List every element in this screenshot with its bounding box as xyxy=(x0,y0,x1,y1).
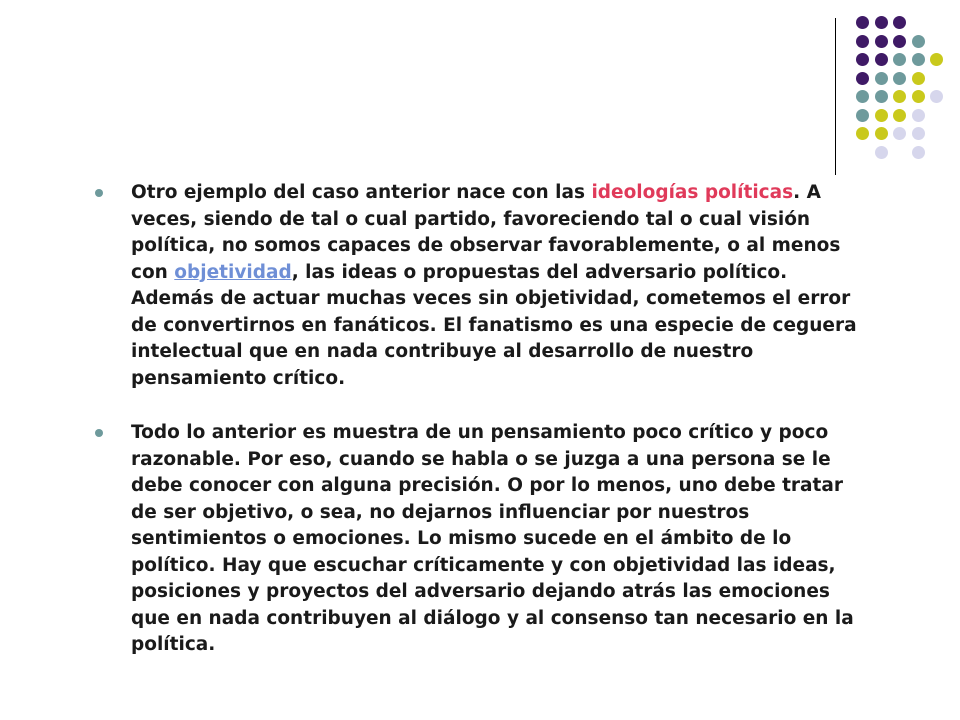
text-segment: Todo lo anterior es muestra de un pensamiento poco crítico y poco razonable. Por eso, cuando se habla o se juzga a una persona se le debe conocer con alguna precisión. O por lo menos, uno debe tratar de ser objetivo, o sea, no dejarnos influenciar por nuestros sentimientos o emociones. Lo mismo sucede en el ámbito de lo político. Hay que escuchar críticamente y con objetividad las ideas, posiciones y proyectos del adversario dejando atrás las emociones que en nada contribuyen al diálogo y al consenso tan necesario en la política. xyxy=(131,422,854,655)
bullet-dot-icon xyxy=(95,189,103,197)
bullet-paragraph-2 xyxy=(131,420,865,659)
decorative-dot xyxy=(875,35,888,48)
text-segment: , las ideas o propuestas del adversario político. Además de actuar muchas veces sin objetividad, cometemos el error de convertirnos en fanáticos. El fanatismo es una especie de ceguera intelectual que en nada contribuye al desarrollo de nuestro pensamiento crítico. xyxy=(131,261,857,389)
decorative-dot xyxy=(875,90,888,103)
decorative-dot xyxy=(856,72,869,85)
decorative-dot xyxy=(856,109,869,122)
decorative-dot xyxy=(856,90,869,103)
objetividad-link[interactable]: objetividad xyxy=(174,261,292,283)
decorative-dot xyxy=(912,146,925,159)
decorative-dot xyxy=(912,53,925,66)
bullet-dot-icon xyxy=(95,429,103,437)
decorative-dot xyxy=(912,90,925,103)
decorative-dot xyxy=(912,127,925,140)
vertical-divider-line xyxy=(835,18,836,175)
decorative-dot xyxy=(893,127,906,140)
text-segment: . A veces, siendo de tal o cual partido, favoreciendo tal o cual visión política, no somos capaces de observar favorablemente, o al menos con xyxy=(131,182,841,283)
decorative-dot xyxy=(856,35,869,48)
decorative-dot xyxy=(893,109,906,122)
decorative-dot xyxy=(875,109,888,122)
decorative-dot-grid xyxy=(0,0,960,160)
decorative-dot xyxy=(893,72,906,85)
decorative-dot xyxy=(912,109,925,122)
decorative-dot xyxy=(875,146,888,159)
highlighted-term: ideologías políticas xyxy=(591,182,794,203)
decorative-dot xyxy=(930,90,943,103)
decorative-dot xyxy=(856,53,869,66)
bullet-item-2 xyxy=(95,420,865,659)
decorative-dot xyxy=(893,16,906,29)
decorative-dot xyxy=(875,53,888,66)
bullet-item-1 xyxy=(95,180,865,392)
decorative-dot xyxy=(875,16,888,29)
text-segment: Otro ejemplo del caso anterior nace con las xyxy=(131,182,592,203)
decorative-dot xyxy=(893,35,906,48)
decorative-dot xyxy=(930,53,943,66)
decorative-dot xyxy=(856,16,869,29)
bullet-paragraph-1 xyxy=(131,180,865,392)
decorative-dot xyxy=(875,72,888,85)
decorative-dot xyxy=(856,127,869,140)
decorative-dot xyxy=(893,53,906,66)
slide-body xyxy=(95,180,865,659)
decorative-dot xyxy=(912,72,925,85)
decorative-dot xyxy=(912,35,925,48)
decorative-dot xyxy=(875,127,888,140)
decorative-dot xyxy=(893,90,906,103)
